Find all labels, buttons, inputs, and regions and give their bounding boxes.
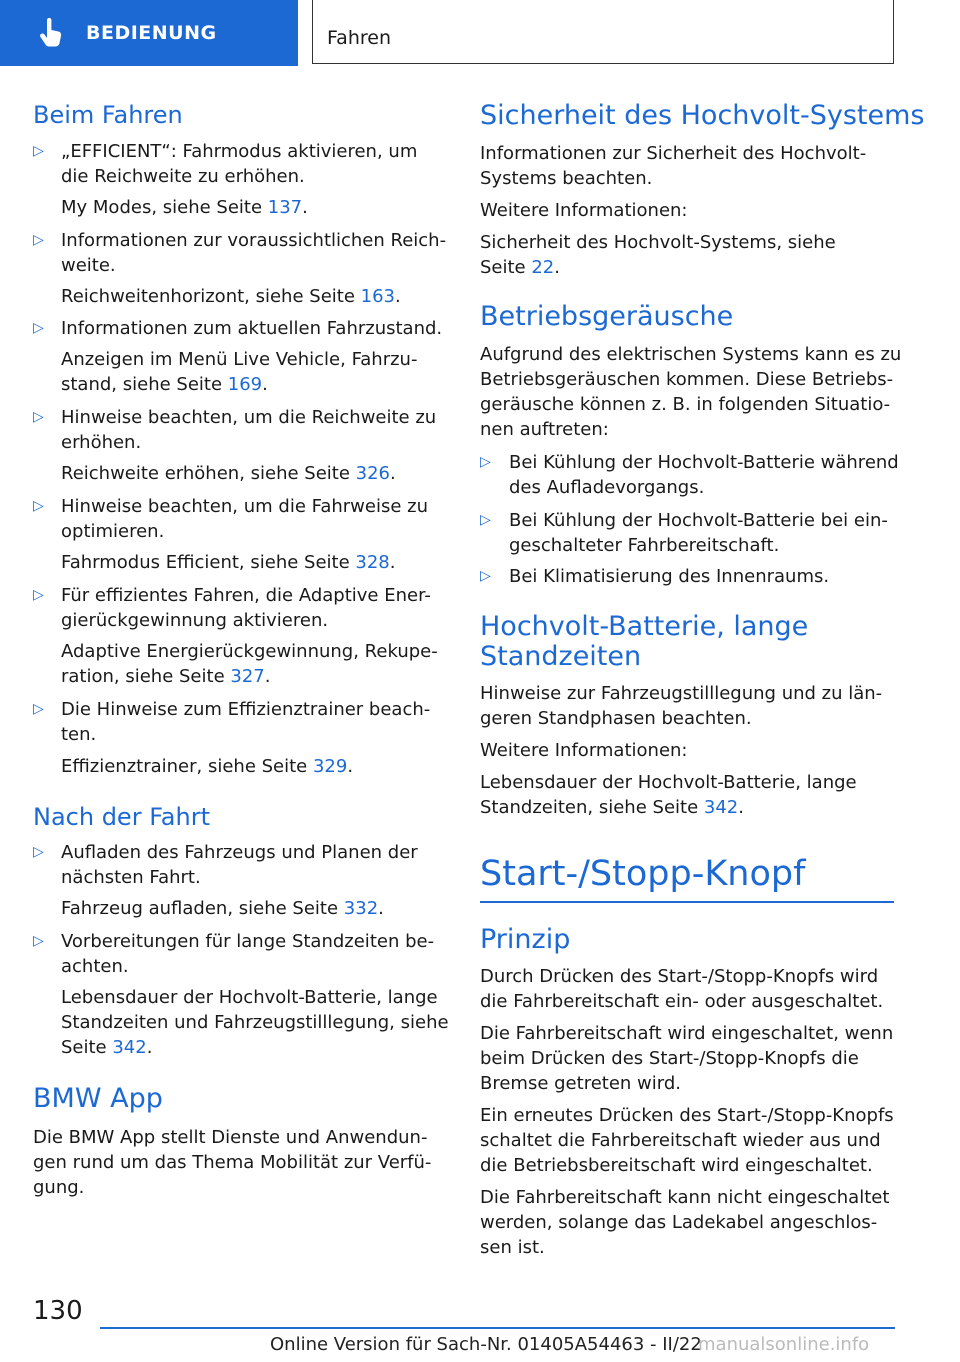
list-item-text: Bei Kühlung der Hochvolt-Batterie bei ein-	[509, 510, 888, 531]
heading-start-stopp-knopf: Start-/Stopp-Knopf	[480, 854, 806, 894]
list-item-text: gierückgewinnung aktivieren.	[61, 610, 329, 631]
page-reference: Effizienztrainer, siehe Seite 329.	[61, 756, 354, 777]
paragraph-line: Weitere Informationen:	[480, 740, 688, 761]
chapter-title: Fahren	[327, 27, 391, 49]
page-link[interactable]: 169	[227, 374, 263, 395]
page-link[interactable]: 332	[343, 898, 379, 919]
paragraph-line: die Betriebsbereitschaft wird eingeschaltet.	[480, 1155, 873, 1176]
heading-bmw-app: BMW App	[33, 1083, 163, 1114]
page-reference: Standzeiten und Fahrzeugstilllegung, siehe	[61, 1012, 449, 1033]
section-title: BEDIENUNG	[86, 22, 217, 44]
list-item-text: Bei Klimatisierung des Innenraums.	[509, 566, 830, 587]
page-reference: Fahrzeug aufladen, siehe Seite 332.	[61, 898, 384, 919]
page-link[interactable]: 327	[230, 666, 265, 687]
page-reference: Sicherheit des Hochvolt-Systems, siehe	[480, 232, 836, 253]
page-reference: Standzeiten, siehe Seite 342.	[480, 797, 744, 818]
page-reference: Lebensdauer der Hochvolt-Batterie, lange	[480, 772, 857, 793]
paragraph-line: Die BMW App stellt Dienste und Anwendun-	[33, 1127, 428, 1148]
triangle-right-icon: ▷	[480, 454, 491, 470]
page-reference: Adaptive Energierückgewinnung, Rekupe-	[61, 641, 438, 662]
list-item-text: Hinweise beachten, um die Reichweite zu	[61, 407, 437, 428]
triangle-right-icon: ▷	[33, 701, 44, 717]
heading-nach-der-fahrt: Nach der Fahrt	[33, 803, 210, 831]
list-item-text: Für effizientes Fahren, die Adaptive Ener-	[61, 585, 431, 606]
page-reference: stand, siehe Seite 169.	[61, 374, 268, 395]
footer-text: Online Version für Sach-Nr. 01405A54463 - II/22	[270, 1334, 702, 1355]
page-link[interactable]: 163	[360, 286, 395, 307]
page-link[interactable]: 342	[112, 1037, 147, 1058]
heading-standzeiten: Hochvolt-Batterie, lange	[480, 611, 809, 642]
page-number: 130	[33, 1296, 83, 1326]
list-item-text: ten.	[61, 724, 97, 745]
page-reference: Fahrmodus Efficient, siehe Seite 328.	[61, 552, 396, 573]
list-item-text: des Aufladevorgangs.	[509, 477, 705, 498]
list-item-text: weite.	[61, 255, 116, 276]
page-link[interactable]: 329	[312, 756, 348, 777]
triangle-right-icon: ▷	[33, 933, 44, 949]
list-item-text: Bei Kühlung der Hochvolt-Batterie während	[509, 452, 899, 473]
page-link[interactable]: 137	[267, 197, 303, 218]
list-item-text: optimieren.	[61, 521, 165, 542]
list-item-text: nächsten Fahrt.	[61, 867, 201, 888]
paragraph-line: Betriebsgeräuschen kommen. Diese Betriebs-	[480, 369, 894, 390]
heading-prinzip: Prinzip	[480, 924, 571, 955]
list-item-text: die Reichweite zu erhöhen.	[61, 166, 305, 187]
page-reference: Anzeigen im Menü Live Vehicle, Fahrzu-	[61, 349, 418, 370]
triangle-right-icon: ▷	[33, 232, 44, 248]
paragraph-line: geräusche können z. B. in folgenden Situatio-	[480, 394, 891, 415]
paragraph-line: gung.	[33, 1177, 85, 1198]
paragraph-line: Informationen zur Sicherheit des Hochvolt-	[480, 143, 867, 164]
list-item-text: geschalteter Fahrbereitschaft.	[509, 535, 780, 556]
hand-pointer-icon	[38, 18, 64, 48]
heading-sicherheit: Sicherheit des Hochvolt-Systems	[480, 100, 925, 131]
heading-beim-fahren: Beim Fahren	[33, 101, 183, 129]
page-link[interactable]: 22	[531, 257, 555, 278]
triangle-right-icon: ▷	[33, 409, 44, 425]
paragraph-line: gen rund um das Thema Mobilität zur Verfü-	[33, 1152, 432, 1173]
triangle-right-icon: ▷	[480, 512, 491, 528]
list-item-text: achten.	[61, 956, 129, 977]
paragraph-line: Bremse getreten wird.	[480, 1073, 681, 1094]
paragraph-line: Systems beachten.	[480, 168, 653, 189]
paragraph-line: Weitere Informationen:	[480, 200, 688, 221]
chapter-header	[312, 0, 894, 64]
paragraph-line: beim Drücken des Start-/Stopp-Knopfs die	[480, 1048, 859, 1069]
page-link[interactable]: 328	[355, 552, 390, 573]
paragraph-line: Die Fahrbereitschaft kann nicht eingeschaltet	[480, 1187, 890, 1208]
triangle-right-icon: ▷	[33, 844, 44, 860]
paragraph-line: nen auftreten:	[480, 419, 609, 440]
heading-standzeiten-2: Standzeiten	[480, 641, 642, 672]
page-reference: My Modes, siehe Seite 137.	[61, 197, 308, 218]
list-item-text: Hinweise beachten, um die Fahrweise zu	[61, 496, 428, 517]
paragraph-line: Ein erneutes Drücken des Start-/Stopp-Knopfs	[480, 1105, 894, 1126]
list-item-text: erhöhen.	[61, 432, 142, 453]
paragraph-line: Aufgrund des elektrischen Systems kann es zu	[480, 344, 902, 365]
heading-rule	[480, 901, 894, 903]
paragraph-line: Durch Drücken des Start-/Stopp-Knopfs wird	[480, 966, 879, 987]
page-reference: Seite 22.	[480, 257, 560, 278]
paragraph-line: geren Standphasen beachten.	[480, 708, 752, 729]
paragraph-line: schaltet die Fahrbereitschaft wieder aus und	[480, 1130, 881, 1151]
list-item-text: „EFFICIENT“: Fahrmodus aktivieren, um	[61, 141, 418, 162]
paragraph-line: Die Fahrbereitschaft wird eingeschaltet, wenn	[480, 1023, 894, 1044]
paragraph-line: werden, solange das Ladekabel angeschlos-	[480, 1212, 878, 1233]
list-item-text: Informationen zur voraussichtlichen Reich-	[61, 230, 447, 251]
page-link[interactable]: 342	[703, 797, 739, 818]
paragraph-line: die Fahrbereitschaft ein- oder ausgeschaltet.	[480, 991, 884, 1012]
list-item-text: Aufladen des Fahrzeugs und Planen der	[61, 842, 418, 863]
section-tab	[0, 0, 298, 66]
heading-betriebsgeraeusche: Betriebsgeräusche	[480, 301, 734, 332]
page-reference: Reichweitenhorizont, siehe Seite 163.	[61, 286, 401, 307]
list-item-text: Die Hinweise zum Effizienztrainer beach-	[61, 699, 431, 720]
page-link[interactable]: 326	[355, 463, 391, 484]
triangle-right-icon: ▷	[33, 320, 44, 336]
list-item-text: Vorbereitungen für lange Standzeiten be-	[61, 931, 435, 952]
page-reference: ration, siehe Seite 327.	[61, 666, 271, 687]
page-reference: Seite 342.	[61, 1037, 153, 1058]
paragraph-line: Hinweise zur Fahrzeugstilllegung und zu län-	[480, 683, 883, 704]
footer-rule	[100, 1327, 895, 1329]
list-item-text: Informationen zum aktuellen Fahrzustand.	[61, 318, 443, 339]
watermark: manualsonline.info	[698, 1334, 870, 1355]
triangle-right-icon: ▷	[33, 587, 44, 603]
triangle-right-icon: ▷	[33, 498, 44, 514]
page-reference: Lebensdauer der Hochvolt-Batterie, lange	[61, 987, 438, 1008]
triangle-right-icon: ▷	[480, 568, 491, 584]
page-reference: Reichweite erhöhen, siehe Seite 326.	[61, 463, 396, 484]
paragraph-line: sen ist.	[480, 1237, 545, 1258]
triangle-right-icon: ▷	[33, 143, 44, 159]
